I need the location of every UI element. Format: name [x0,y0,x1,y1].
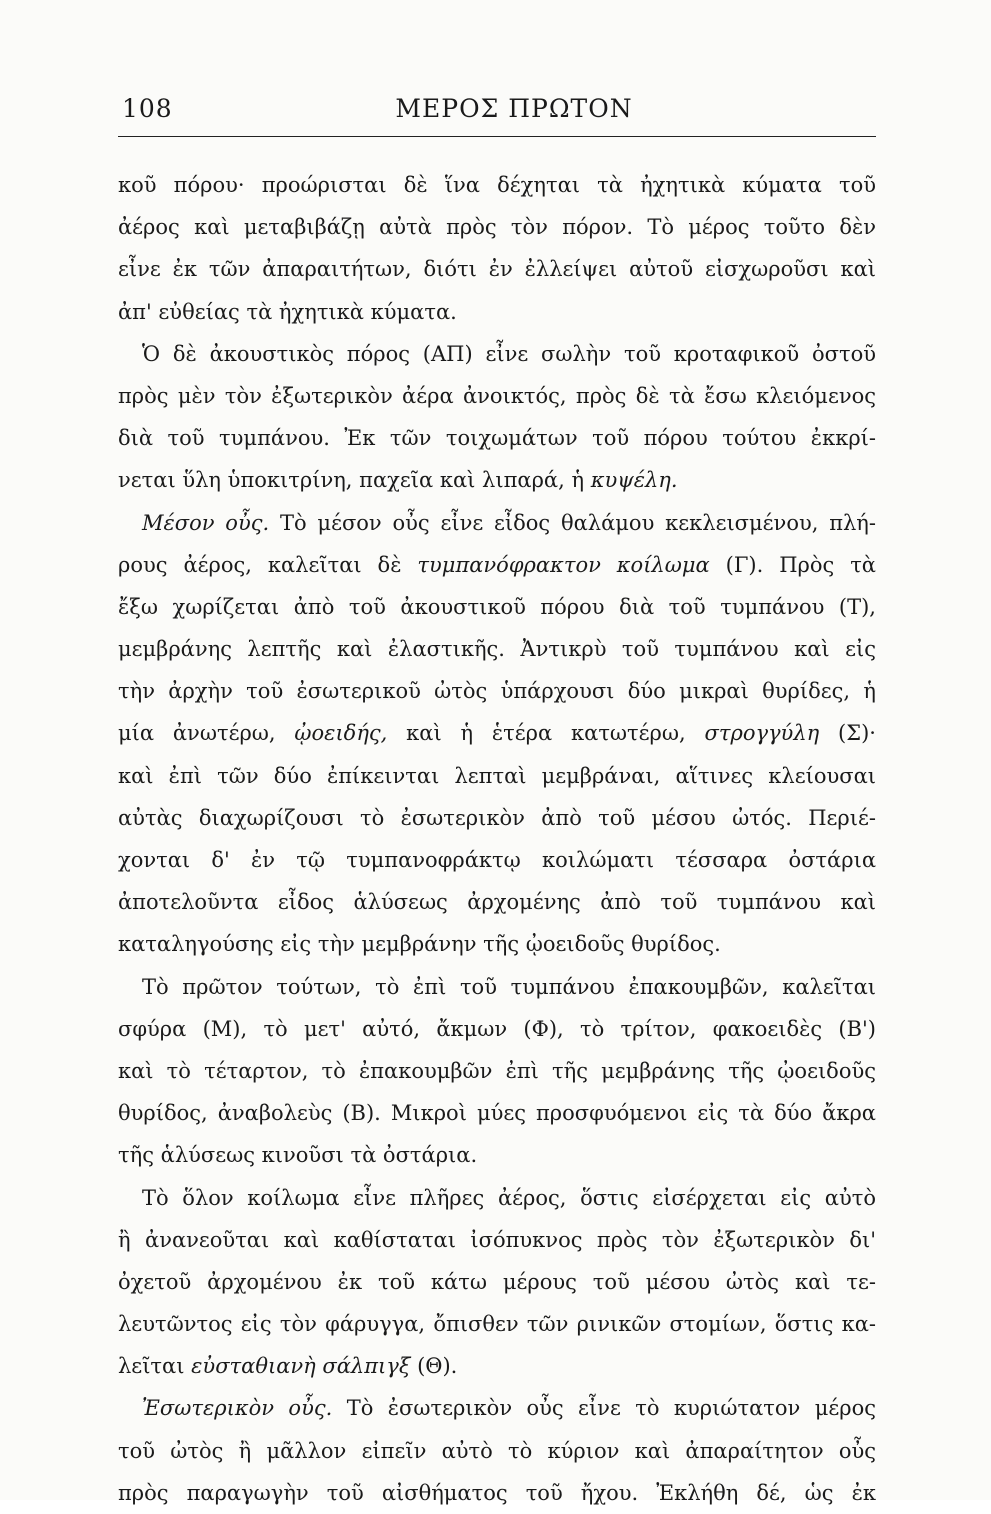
text-line: Τὸ ὅλον κοίλωμα εἶνε πλῆρες ἀέρος, ὅστις εἰσέρχεται εἰς αὐτὸ [142,1185,876,1210]
text-line: νεται ὕλη ὑποκιτρίνη, παχεῖα καὶ λιπαρά, ἡ κυψέλη. [118,468,678,493]
text-line: σφύρα (Μ), τὸ μετ' αὐτό, ἄκμων (Φ), τὸ τρίτον, φακοειδὲς (Β') [118,1016,876,1041]
text-line: ἢ ἀνανεοῦται καὶ καθίσταται ἰσόπυκνος πρὸς τὸν ἐξωτερικὸν δι' [118,1227,876,1252]
text-line: πρὸς παραγωγὴν τοῦ αἰσθήματος τοῦ ἤχου. Ἐκλήθη δέ, ὡς ἐκ [118,1480,876,1505]
text-line: τῆς ἁλύσεως κινοῦσι τὰ ὀστάρια. [118,1143,478,1168]
text-line: λευτῶντος εἰς τὸν φάρυγγα, ὄπισθεν τῶν ρινικῶν στομίων, ὅστις κα- [118,1312,876,1337]
running-head: ΜΕΡΟΣ ΠΡΩΤΟΝ [395,94,633,123]
text-line: χονται δ' ἐν τῷ τυμπανοφράκτῳ κοιλώματι τέσσαρα ὀστάρια [118,848,876,872]
text-line: ἀποτελοῦντα εἶδος ἁλύσεως ἀρχομένης ἀπὸ τοῦ τυμπάνου καὶ [118,890,876,915]
text-line: πρὸς μὲν τὸν ἐξωτερικὸν ἀέρα ἀνοικτός, πρὸς δὲ τὰ ἔσω κλειόμενος [118,383,876,408]
text-line: μεμβράνης λεπτῆς καὶ ἐλαστικῆς. Ἀντικρὺ τοῦ τυμπάνου καὶ εἰς [118,637,876,662]
text-line: διὰ τοῦ τυμπάνου. Ἐκ τῶν τοιχωμάτων τοῦ πόρου τούτου ἐκκρί- [118,426,876,451]
text-line: μία ἀνωτέρω, ᾠοειδής, καὶ ἡ ἑτέρα κατωτέρω, στρογγύλη (Σ)· [118,721,876,746]
body-text [118,164,876,1514]
text-line: Τὸ πρῶτον τούτων, τὸ ἐπὶ τοῦ τυμπάνου ἐπακουμβῶν, καλεῖται [142,974,876,999]
text-line: τὴν ἀρχὴν τοῦ ἐσωτερικοῦ ὠτὸς ὑπάρχουσι δύο μικραὶ θυρίδες, ἡ [118,679,876,704]
text-line: ἀπ' εὐθείας τὰ ἠχητικὰ κύματα. [118,299,457,324]
text-line: Μέσον οὖς. Τὸ μέσον οὖς εἶνε εἶδος θαλάμου κεκλεισμένου, πλή- [142,510,876,535]
text-line: κοῦ πόρου· προώρισται δὲ ἵνα δέχηται τὰ ἠχητικὰ κύματα τοῦ [118,173,876,197]
text-line: Ὁ δὲ ἀκουστικὸς πόρος (ΑΠ) εἶνε σωλὴν τοῦ κροταφικοῦ ὀστοῦ [142,341,876,366]
text-line: ἀέρος καὶ μεταβιβάζῃ αὐτὰ πρὸς τὸν πόρον. Τὸ μέρος τοῦτο δὲν [118,215,876,240]
text-line: καταληγούσης εἰς τὴν μεμβράνην τῆς ᾠοειδοῦς θυρίδος. [118,932,721,957]
text-line: ὀχετοῦ ἀρχομένου ἐκ τοῦ κάτω μέρους τοῦ μέσου ὠτὸς καὶ τε- [118,1269,876,1294]
header-rule [118,136,876,137]
text-line: τοῦ ὠτὸς ἢ μᾶλλον εἰπεῖν αὐτὸ τὸ κύριον καὶ ἀπαραίτητον οὖς [118,1438,876,1463]
text-line: ἔξω χωρίζεται ἀπὸ τοῦ ἀκουστικοῦ πόρου διὰ τοῦ τυμπάνου (Τ), [118,594,876,619]
text-line: Ἐσωτερικὸν οὖς. Τὸ ἐσωτερικὸν οὖς εἶνε τὸ κυριώτατον μέρος [142,1396,876,1421]
text-line: ρους ἀέρος, καλεῖται δὲ τυμπανόφρακτον κοίλωμα (Γ). Πρὸς τὰ [118,552,876,577]
text-line: αὐτὰς διαχωρίζουσι τὸ ἐσωτερικὸν ἀπὸ τοῦ μέσου ὠτός. Περιέ- [118,805,876,830]
text-line: καὶ τὸ τέταρτον, τὸ ἐπακουμβῶν ἐπὶ τῆς μεμβράνης τῆς ᾠοειδοῦς [118,1058,876,1083]
text-line: λεῖται εὐσταθιανὴ σάλπιγξ (Θ). [118,1354,458,1379]
page-number: 108 [122,94,173,123]
text-line: καὶ ἐπὶ τῶν δύο ἐπίκεινται λεπταὶ μεμβράναι, αἵτινες κλείουσαι [118,763,876,788]
text-line: εἶνε ἐκ τῶν ἀπαραιτήτων, διότι ἐν ἐλλείψει αὐτοῦ εἰσχωροῦσι καὶ [118,257,876,282]
text-line: θυρίδος, ἀναβολεὺς (Β). Μικροὶ μύες προσφυόμενοι εἰς τὰ δύο ἄκρα [118,1101,876,1126]
page-header [118,92,876,132]
